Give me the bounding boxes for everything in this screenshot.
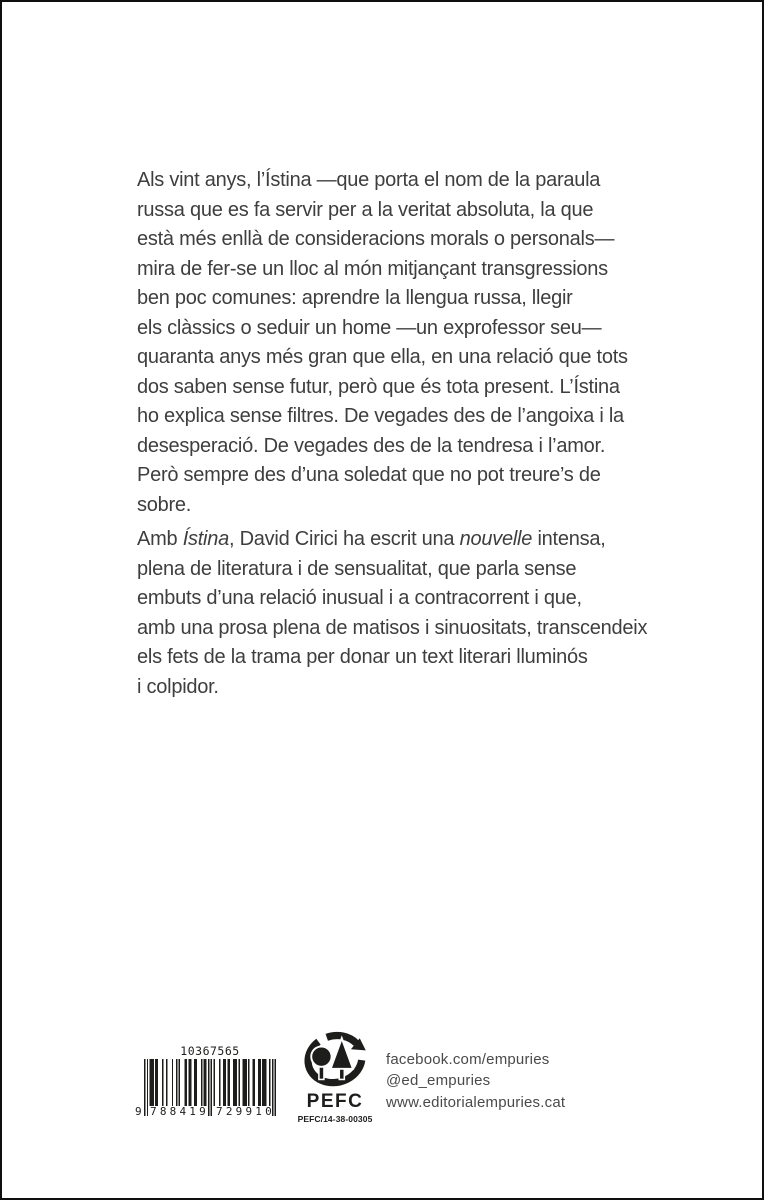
body-paragraphs — [137, 166, 647, 702]
text-line: russa que es fa servir per a la veritat absoluta, la que — [137, 198, 594, 221]
publisher-link: @ed_empuries — [386, 1072, 491, 1090]
barcode-digit-group: 9 — [135, 1105, 142, 1118]
text-line: i colpidor. — [137, 675, 219, 698]
publisher-link: facebook.com/empuries — [386, 1051, 550, 1068]
pefc-license-number: PEFC/14-38-00305 — [297, 1114, 373, 1124]
text-line: els clàssics o seduir un home —un exprofessor seu— — [137, 316, 602, 339]
text-line: ben poc comunes: aprendre la llengua russa, llegir — [137, 287, 573, 309]
pefc-wordmark: PEFC — [306, 1091, 364, 1112]
paragraph — [137, 525, 647, 702]
pefc-certification — [293, 1030, 377, 1124]
text-line: Als vint anys, l’Ístina —que porta el nom de la paraula — [137, 169, 601, 191]
barcode — [135, 1042, 285, 1127]
text-line: està més enllà de consideracions morals o personals— — [137, 228, 615, 250]
text-line: sobre. — [137, 493, 192, 516]
barcode-top-number: 10367565 — [180, 1044, 240, 1058]
text-line: amb una prosa plena de matisos i sinuositats, transcendeix — [137, 616, 648, 639]
publisher-links — [386, 1049, 565, 1113]
paragraph — [137, 166, 647, 520]
barcode-digit-group: 788419 — [150, 1105, 209, 1118]
text-line: mira de fer-se un lloc al món mitjançant transgressions — [137, 257, 608, 280]
text-line: desesperació. De vegades des de la tendresa i l’amor. — [137, 434, 606, 457]
text-line: Amb Ístina, David Cirici ha escrit una nouvelle intensa, — [137, 528, 606, 550]
text-line: ho explica sense filtres. De vegades des de l’angoixa i la — [137, 405, 624, 427]
pefc-trees-recycle-icon — [296, 1030, 374, 1094]
text-line: quaranta anys més gran que ella, en una relació que tots — [137, 346, 628, 368]
text-line: els fets de la trama per donar un text literari lluminós — [137, 646, 588, 668]
text-line: plena de literatura i de sensualitat, que parla sense — [137, 557, 577, 580]
text-line: dos saben sense futur, però que és tota present. L’Ístina — [137, 375, 620, 398]
text-line: Però sempre des d’una soledat que no pot treure’s de — [137, 464, 601, 486]
publisher-link: www.editorialempuries.cat — [386, 1093, 566, 1111]
barcode-digit-group: 729910 — [216, 1105, 275, 1118]
text-line: embuts d’una relació inusual i a contracorrent i que, — [137, 587, 582, 609]
